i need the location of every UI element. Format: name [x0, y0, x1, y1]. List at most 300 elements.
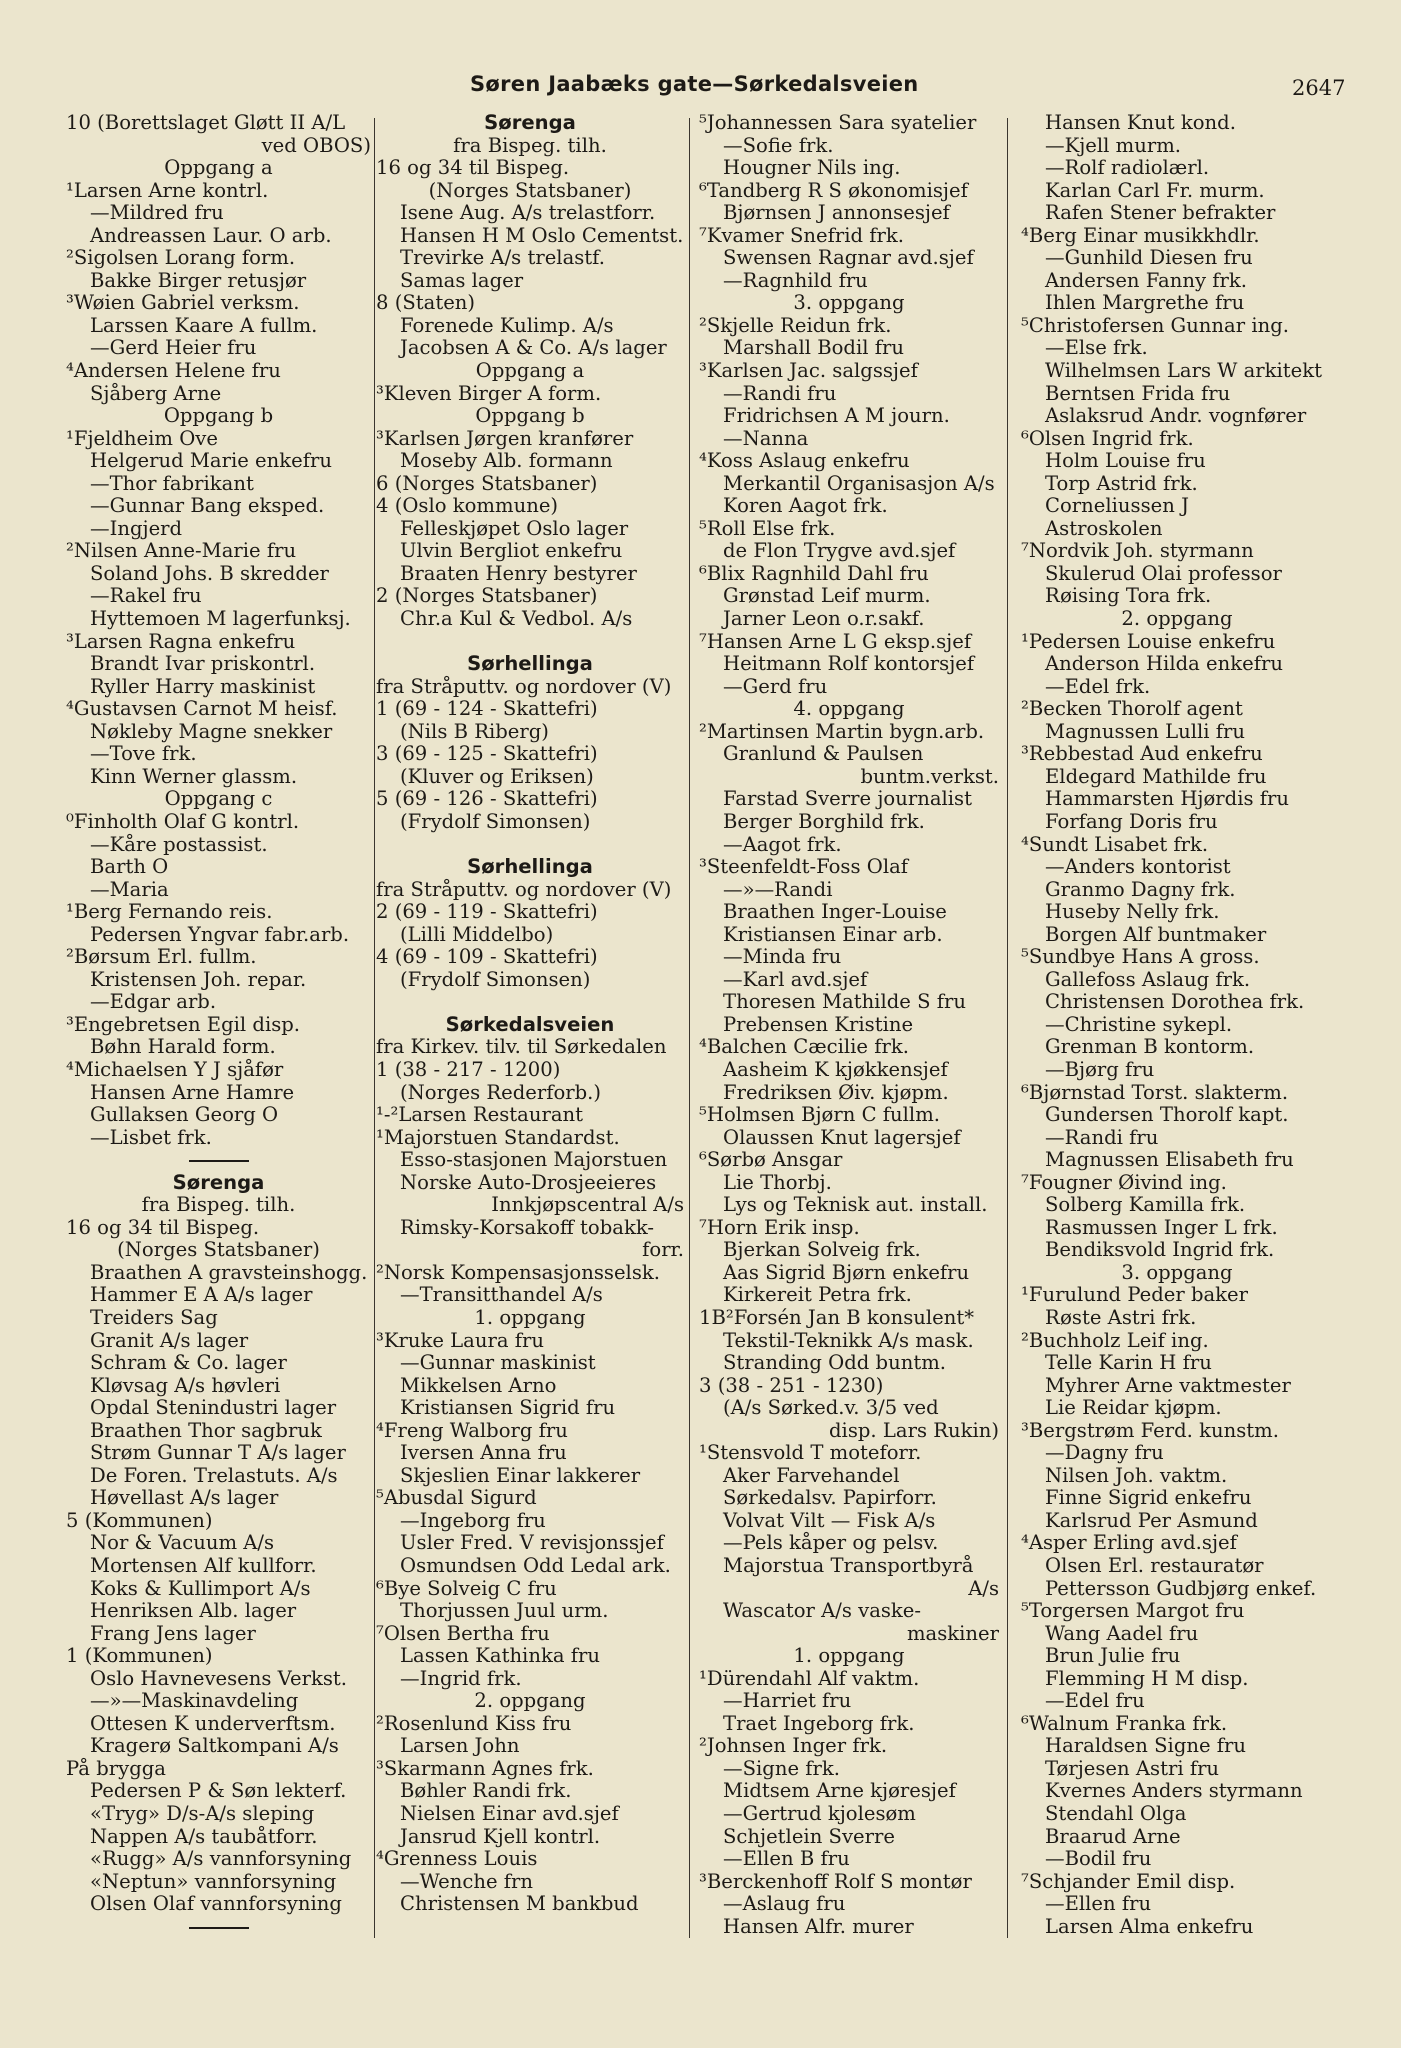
directory-line: Granlund & Paulsen	[723, 742, 924, 766]
directory-line: Myhrer Arne vaktmester	[1045, 1373, 1291, 1397]
directory-line: ³Kleven Birger A form.	[376, 381, 602, 405]
directory-line: ⁶Sørbø Ansgar	[699, 1148, 843, 1172]
directory-line: 2 (69 - 119 - Skattefri)	[376, 900, 598, 924]
directory-line: —Kjell murm.	[1045, 133, 1182, 157]
directory-line: (Frydolf Simonsen)	[400, 967, 591, 991]
directory-line: Stranding Odd buntm.	[723, 1351, 947, 1375]
directory-line: Bakke Birger retusjør	[90, 268, 307, 292]
directory-line: —Gerd Heier fru	[90, 336, 257, 360]
directory-line: Volvat Vilt — Fisk A/s	[723, 1508, 936, 1532]
directory-line: ³Karlsen Jac. salgssjef	[699, 359, 918, 383]
directory-line: Holm Louise fru	[1045, 449, 1206, 473]
directory-line: Andersen Fanny frk.	[1045, 268, 1247, 292]
column-1	[66, 112, 371, 1938]
directory-line: Felleskjøpet Oslo lager	[400, 516, 629, 540]
directory-line: Nielsen Einar avd.sjef	[400, 1802, 619, 1826]
directory-line: ⁶Blix Ragnhild Dahl fru	[699, 561, 929, 585]
street-heading: Sørhellinga	[467, 652, 593, 676]
directory-line: fra Stråputtv. og nordover (V)	[376, 877, 672, 901]
directory-line: buntm.verkst.	[860, 764, 999, 788]
directory-line: Karlan Carl Fr. murm.	[1045, 178, 1265, 202]
directory-line: fra Stråputtv. og nordover (V)	[376, 674, 672, 698]
directory-line: Astroskolen	[1045, 516, 1163, 540]
directory-line: Nilsen Joh. vaktm.	[1045, 1463, 1228, 1487]
directory-line: —Rakel fru	[90, 584, 202, 608]
directory-line: Rasmussen Inger L frk.	[1045, 1215, 1278, 1239]
directory-line: forr.	[642, 1238, 684, 1262]
directory-line: ⁴Michaelsen Y J sjåfør	[66, 1057, 284, 1081]
directory-line: ⁵Roll Else frk.	[699, 516, 836, 540]
directory-line: —Edel frk.	[1045, 674, 1151, 698]
directory-line: —Randi fru	[723, 381, 837, 405]
directory-line: Bjerkan Solveig frk.	[723, 1238, 921, 1262]
street-heading: Sørenga	[172, 1170, 265, 1194]
directory-line: Tørjesen Astri fru	[1045, 1756, 1220, 1780]
directory-line: ³Steenfeldt-Foss Olaf	[699, 855, 909, 879]
directory-line: Schram & Co. lager	[90, 1351, 287, 1375]
directory-line: —Signe frk.	[723, 1756, 840, 1780]
directory-line: —Gertrud kjolesøm	[723, 1802, 916, 1826]
directory-line: Helgerud Marie enkefru	[90, 449, 332, 473]
directory-line: Andreassen Laur. O arb.	[90, 223, 332, 247]
directory-line: Nappen A/s taubåtforr.	[90, 1824, 318, 1848]
directory-line: —Sofie frk.	[723, 133, 834, 157]
directory-line: Oppgang a	[164, 156, 273, 180]
directory-line: ³Larsen Ragna enkefru	[66, 629, 296, 653]
directory-line: ⁴Koss Aslaug enkefru	[699, 449, 910, 473]
directory-line: Prebensen Kristine	[723, 1012, 914, 1036]
directory-line: ⁶Bye Solveig C fru	[376, 1576, 557, 1600]
directory-line: Kristiansen Sigrid fru	[400, 1396, 616, 1420]
directory-line: Granmo Dagny frk.	[1045, 877, 1236, 901]
directory-line: Wang Aadel fru	[1045, 1621, 1199, 1645]
directory-line: Pedersen Yngvar fabr.arb.	[90, 922, 350, 946]
directory-line: 1 (38 - 217 - 1200)	[376, 1057, 561, 1081]
directory-line: (Kluver og Eriksen)	[400, 764, 594, 788]
directory-line: Norske Auto-Drosjeeieres	[400, 1170, 657, 1194]
directory-line: Sørkedalsv. Papirforr.	[723, 1486, 937, 1510]
directory-line: ²Rosenlund Kiss fru	[376, 1711, 572, 1735]
directory-line: (Norges Statsbaner)	[117, 1238, 320, 1262]
directory-line: ³Berckenhoff Rolf S montør	[699, 1869, 972, 1893]
directory-line: Olaussen Knut lagersjef	[723, 1125, 961, 1149]
directory-line: ved OBOS)	[261, 133, 371, 157]
directory-line: ⁴Freng Walborg fru	[376, 1418, 568, 1442]
directory-line: Hansen Knut kond.	[1045, 111, 1236, 134]
directory-line: —Aagot frk.	[723, 832, 842, 856]
directory-line: ⁷Fougner Øivind ing.	[1021, 1170, 1227, 1194]
directory-line: Strøm Gunnar T A/s lager	[90, 1441, 346, 1465]
directory-line: 1. oppgang	[793, 1644, 905, 1668]
directory-line: Oppgang a	[475, 359, 585, 383]
directory-line: Kristiansen Einar arb.	[723, 922, 943, 946]
directory-line: Hammer E A A/s lager	[90, 1283, 313, 1307]
directory-line: Aasheim K kjøkkensjef	[723, 1057, 948, 1081]
directory-line: ⁷Nordvik Joh. styrmann	[1021, 539, 1254, 563]
directory-line: —Aslaug fru	[723, 1892, 846, 1916]
directory-line: ⁴Asper Erling avd.sjef	[1021, 1531, 1237, 1555]
directory-line: —Ellen fru	[1045, 1892, 1152, 1916]
section-separator	[66, 1149, 371, 1172]
directory-line: Pettersson Gudbjørg enkef.	[1045, 1576, 1317, 1600]
directory-line: 16 og 34 til Bispeg.	[66, 1215, 260, 1239]
directory-line: Farstad Sverre journalist	[723, 787, 972, 811]
directory-line: ⁷Horn Erik insp.	[699, 1215, 860, 1239]
directory-line: ¹Furulund Peder baker	[1021, 1283, 1249, 1307]
directory-line: —Ingrid frk.	[400, 1666, 522, 1690]
directory-line: —Christine sykepl.	[1045, 1012, 1233, 1036]
directory-line: 3 (38 - 251 - 1230)	[699, 1373, 884, 1397]
directory-line: ²Becken Thorolf agent	[1021, 697, 1243, 721]
directory-line: Bjørnsen J annonsesjef	[723, 201, 950, 225]
directory-line: ²Johnsen Inger frk.	[699, 1734, 888, 1758]
directory-line: Corneliussen J	[1045, 494, 1189, 518]
directory-line: Ulvin Bergliot enkefru	[400, 539, 623, 563]
directory-line: —Transitthandel A/s	[400, 1283, 603, 1307]
directory-line: Aslaksrud Andr. vognfører	[1045, 404, 1307, 428]
directory-line: —Karl avd.sjef	[723, 967, 868, 991]
directory-line: 8 (Staten)	[376, 291, 476, 315]
directory-line: ¹Fjeldheim Ove	[66, 426, 218, 450]
directory-line: ²Børsum Erl. fullm.	[66, 945, 257, 969]
directory-line: Jansrud Kjell kontrl.	[400, 1824, 601, 1848]
directory-line: Soland Johs. B skredder	[90, 561, 329, 585]
directory-line: Midtsem Arne kjøresjef	[723, 1779, 956, 1803]
directory-line: Thorjussen Juul urm.	[400, 1599, 609, 1623]
directory-line: Kragerø Saltkompani A/s	[90, 1734, 339, 1758]
directory-line: Koren Aagot frk.	[723, 494, 888, 518]
directory-line: Kløvsag A/s høvleri	[90, 1373, 281, 1397]
directory-line: —Gerd fru	[723, 674, 828, 698]
directory-line: ⁴Berg Einar musikkhdlr.	[1021, 223, 1260, 247]
directory-line: Treiders Sag	[90, 1305, 218, 1329]
directory-line: Kvernes Anders styrmann	[1045, 1779, 1303, 1803]
directory-line: —Ellen B fru	[723, 1847, 850, 1871]
directory-line: Grønstad Leif murm.	[723, 584, 931, 608]
directory-line: Braathen Inger-Louise	[723, 900, 947, 924]
directory-line: Frang Jens lager	[90, 1621, 256, 1645]
directory-line: «Rugg» A/s vannforsyning	[90, 1847, 352, 1871]
directory-line: Merkantil Organisasjon A/s	[723, 471, 995, 495]
directory-line: ⁵Sundbye Hans A gross.	[1021, 945, 1260, 969]
directory-line: 10 (Borettslaget Gløtt II A/L	[66, 111, 346, 134]
directory-line: Sjåberg Arne	[90, 381, 222, 405]
directory-line: Lassen Kathinka fru	[400, 1644, 600, 1668]
directory-line: Hansen Arne Hamre	[90, 1080, 295, 1104]
directory-line: 4 (Oslo kommune)	[376, 494, 559, 518]
directory-line: «Tryg» D/s-A/s sleping	[90, 1802, 315, 1826]
directory-line: Fridrichsen A M journ.	[723, 404, 950, 428]
directory-line: ⁴Balchen Cæcilie frk.	[699, 1035, 909, 1059]
directory-line: Braathen A gravsteinshogg.	[90, 1260, 368, 1284]
directory-line: ⁷Olsen Bertha fru	[376, 1621, 550, 1645]
directory-line: Granit A/s lager	[90, 1328, 249, 1352]
directory-line: 6 (Norges Statsbaner)	[376, 471, 598, 495]
directory-line: Oppgang b	[163, 404, 274, 428]
directory-line: ¹Larsen Arne kontrl.	[66, 178, 269, 202]
directory-line: Moseby Alb. formann	[400, 449, 613, 473]
section-separator	[66, 1916, 371, 1939]
directory-line: ⁵Johannessen Sara syatelier	[699, 111, 977, 134]
directory-line: —Lisbet frk.	[90, 1125, 212, 1149]
directory-line: —Else frk.	[1045, 336, 1148, 360]
directory-line: Magnussen Elisabeth fru	[1045, 1148, 1294, 1172]
directory-line: —Bjørg fru	[1045, 1057, 1155, 1081]
directory-line: Hougner Nils ing.	[723, 156, 901, 180]
directory-line: Braaten Henry bestyrer	[400, 561, 637, 585]
directory-line: Henriksen Alb. lager	[90, 1599, 297, 1623]
directory-line	[376, 834, 684, 857]
directory-line: På brygga	[66, 1756, 166, 1780]
directory-line: Larssen Kaare A fullm.	[90, 313, 318, 337]
column-3	[699, 112, 999, 1938]
directory-line: Ottesen K underverftsm.	[90, 1711, 336, 1735]
directory-line: Usler Fred. V revisjonssjef	[400, 1531, 664, 1555]
column-rule	[374, 118, 375, 1938]
directory-line: —Edel fru	[1045, 1689, 1145, 1713]
directory-line: Heitmann Rolf kontorsjef	[723, 652, 975, 676]
street-heading: Sørkedalsveien	[445, 1012, 615, 1036]
directory-line: Berntsen Frida fru	[1045, 381, 1231, 405]
directory-line: Høvellast A/s lager	[90, 1486, 279, 1510]
directory-line: 5 (Kommunen)	[66, 1508, 213, 1532]
directory-line: —»—Randi	[723, 877, 833, 901]
directory-line: Nøkleby Magne snekker	[90, 719, 333, 743]
directory-line: 4. oppgang	[793, 697, 905, 721]
directory-line: Røste Astri frk.	[1045, 1305, 1197, 1329]
directory-line: Thoresen Mathilde S fru	[723, 990, 966, 1014]
street-heading: Sørhellinga	[467, 855, 593, 879]
directory-line: —Maria	[90, 877, 169, 901]
directory-line: Ryller Harry maskinist	[90, 674, 316, 698]
directory-line: ⁵Abusdal Sigurd	[376, 1486, 537, 1510]
directory-line: Hyttemoen M lagerfunksj.	[90, 607, 351, 631]
directory-line: Kinn Werner glassm.	[90, 764, 298, 788]
directory-line: ⁶Tandberg R S økonomisjef	[699, 178, 968, 202]
directory-line: ²Martinsen Martin bygn.arb.	[699, 719, 985, 743]
directory-line: —Dagny fru	[1045, 1441, 1164, 1465]
directory-line: Hansen H M Oslo Cementst.	[400, 223, 684, 247]
directory-line: —Nanna	[723, 426, 809, 450]
directory-line: Mikkelsen Arno	[400, 1373, 557, 1397]
directory-line: ¹Berg Fernando reis.	[66, 900, 273, 924]
directory-line: —Wenche frn	[400, 1869, 534, 1893]
directory-line: ²Nilsen Anne-Marie fru	[66, 539, 297, 563]
page-header	[0, 72, 1401, 102]
directory-line: Magnussen Lulli fru	[1045, 719, 1245, 743]
directory-line: Opdal Stenindustri lager	[90, 1396, 337, 1420]
directory-line: ⁶Walnum Franka frk.	[1021, 1711, 1228, 1735]
directory-line: ⁴Sundt Lisabet frk.	[1021, 832, 1209, 856]
directory-line: —Tove frk.	[90, 742, 197, 766]
directory-line: —Rolf radiolærl.	[1045, 156, 1210, 180]
directory-line: 3 (69 - 125 - Skattefri)	[376, 742, 598, 766]
directory-line: Olsen Olaf vannforsyning	[90, 1892, 342, 1916]
directory-line: ³Kruke Laura fru	[376, 1328, 545, 1352]
directory-line: ³Skarmann Agnes frk.	[376, 1756, 594, 1780]
directory-line: ⁵Torgersen Margot fru	[1021, 1599, 1245, 1623]
directory-line: Solberg Kamilla frk.	[1045, 1193, 1246, 1217]
directory-line: ⁷Schjander Emil disp.	[1021, 1869, 1236, 1893]
directory-line: ⁶Bjørnstad Torst. slakterm.	[1021, 1080, 1289, 1104]
directory-line: Haraldsen Signe fru	[1045, 1734, 1247, 1758]
directory-line: 4 (69 - 109 - Skattefri)	[376, 945, 598, 969]
directory-line: —Harriet fru	[723, 1689, 852, 1713]
directory-line	[376, 631, 684, 654]
directory-line: ⁴Grenness Louis	[376, 1847, 538, 1871]
directory-line: Torp Astrid frk.	[1045, 471, 1198, 495]
directory-line: Rafen Stener befrakter	[1045, 201, 1276, 225]
directory-line: 2. oppgang	[1121, 607, 1233, 631]
directory-line: ³Engebretsen Egil disp.	[66, 1012, 301, 1036]
directory-line: 5 (69 - 126 - Skattefri)	[376, 787, 598, 811]
directory-line: Pedersen P & Søn lekterf.	[90, 1779, 347, 1803]
column-4	[1021, 112, 1333, 1938]
directory-line: disp. Lars Rukin)	[829, 1418, 999, 1442]
directory-line: —Gunnar Bang eksped.	[90, 494, 325, 518]
directory-line: Tekstil-Teknikk A/s mask.	[723, 1328, 974, 1352]
directory-line: (Norges Statsbaner)	[428, 178, 632, 202]
directory-line: —Edgar arb.	[90, 990, 217, 1014]
directory-line: Lie Thorbj.	[723, 1170, 832, 1194]
directory-line: Borgen Alf buntmaker	[1045, 922, 1267, 946]
directory-line: Schjetlein Sverre	[723, 1824, 895, 1848]
directory-line: Rimsky-Korsakoff tobakk-	[400, 1215, 654, 1239]
directory-line: Wilhelmsen Lars W arkitekt	[1045, 359, 1323, 383]
directory-line: ¹Pedersen Louise enkefru	[1021, 629, 1276, 653]
directory-line: ⁴Andersen Helene fru	[66, 359, 281, 383]
directory-line: Esso-stasjonen Majorstuen	[400, 1148, 668, 1172]
directory-line: ¹Stensvold T moteforr.	[699, 1441, 922, 1465]
directory-line: Majorstua Transportbyrå	[723, 1554, 974, 1577]
directory-line: Kirkereit Petra frk.	[723, 1283, 912, 1307]
directory-line: Koks & Kullimport A/s	[90, 1576, 311, 1600]
directory-line: —Anders kontorist	[1045, 855, 1231, 879]
directory-line: ³Wøien Gabriel verksm.	[66, 291, 300, 315]
directory-line: Christensen Dorothea frk.	[1045, 990, 1305, 1014]
directory-line: Marshall Bodil fru	[723, 336, 904, 360]
directory-line: Oppgang c	[164, 787, 273, 811]
directory-line: Forenede Kulimp. A/s	[400, 313, 614, 337]
directory-line: Traet Ingeborg frk.	[723, 1711, 915, 1735]
directory-line: Gundersen Thorolf kapt.	[1045, 1103, 1289, 1127]
directory-line: ⁶Olsen Ingrid frk.	[1021, 426, 1194, 450]
directory-line: fra Kirkev. tilv. til Sørkedalen	[376, 1035, 667, 1059]
directory-line: Samas lager	[400, 268, 524, 292]
directory-line: Telle Karin H fru	[1045, 1351, 1212, 1375]
directory-line: —Mildred fru	[90, 201, 224, 225]
directory-line: ⁵Holmsen Bjørn C fullm.	[699, 1103, 940, 1127]
directory-line: ³Karlsen Jørgen kranfører	[376, 426, 634, 450]
directory-line: Gallefoss Aslaug frk.	[1045, 967, 1251, 991]
directory-line: fra Bispeg. tilh.	[141, 1193, 296, 1217]
directory-line: ⁵Christofersen Gunnar ing.	[1021, 313, 1289, 337]
directory-line: Braarud Arne	[1045, 1824, 1181, 1848]
directory-line: Innkjøpscentral A/s	[491, 1193, 684, 1217]
directory-line: Bøhler Randi frk.	[400, 1779, 572, 1803]
directory-line: «Neptun» vannforsyning	[90, 1869, 337, 1893]
directory-line: —Minda fru	[723, 945, 842, 969]
page-title: Søren Jaabæks gate—Sørkedalsveien	[470, 72, 919, 96]
directory-line: —Ingjerd	[90, 516, 183, 540]
directory-line: 1B²Forsén Jan B konsulent*	[699, 1305, 975, 1329]
directory-line: Braathen Thor sagbruk	[90, 1418, 322, 1442]
directory-line: A/s	[968, 1576, 999, 1600]
directory-line: 2 (Norges Statsbaner)	[376, 584, 598, 608]
directory-line: Isene Aug. A/s trelastforr.	[400, 201, 656, 225]
directory-line: —»—Maskinavdeling	[90, 1689, 299, 1713]
directory-line: Jarner Leon o.r.sakf.	[723, 607, 925, 631]
page-number: 2647	[1292, 76, 1346, 100]
directory-line: ⁷Kvamer Snefrid frk.	[699, 223, 905, 247]
directory-line: —Randi fru	[1045, 1125, 1159, 1149]
directory-line: —Ingeborg fru	[400, 1508, 546, 1532]
directory-line: Forfang Doris fru	[1045, 809, 1218, 833]
directory-line: ⁷Hansen Arne L G eksp.sjef	[699, 629, 972, 653]
directory-line: ²Sigolsen Lorang form.	[66, 246, 296, 270]
directory-line: Aker Farvehandel	[723, 1463, 900, 1487]
directory-line: De Foren. Trelastuts. A/s	[90, 1463, 338, 1487]
directory-line: 2. oppgang	[474, 1689, 586, 1713]
directory-line: Bøhn Harald form.	[90, 1035, 276, 1059]
directory-line: —Gunhild Diesen fru	[1045, 246, 1253, 270]
directory-line: Røising Tora frk.	[1045, 584, 1212, 608]
directory-line: ²Buchholz Leif ing.	[1021, 1328, 1209, 1352]
directory-line: Mortensen Alf kullforr.	[90, 1554, 317, 1577]
column-rule	[1007, 118, 1008, 1938]
directory-line: Finne Sigrid enkefru	[1045, 1486, 1252, 1510]
directory-line: Nor & Vacuum A/s	[90, 1531, 275, 1555]
directory-line: Ihlen Margrethe fru	[1045, 291, 1245, 315]
directory-line: 16 og 34 til Bispeg.	[376, 156, 570, 180]
directory-line: ⁴Gustavsen Carnot M heisf.	[66, 697, 338, 721]
directory-line: Chr.a Kul & Vedbol. A/s	[400, 607, 633, 631]
directory-line: ¹Dürendahl Alf vaktm.	[699, 1666, 920, 1690]
directory-line: Swensen Ragnar avd.sjef	[723, 246, 974, 270]
directory-line: ³Rebbestad Aud enkefru	[1021, 742, 1263, 766]
directory-line: 1 (Kommunen)	[66, 1644, 213, 1668]
directory-line: Skjeslien Einar lakkerer	[400, 1463, 641, 1487]
directory-line: (Nils B Riberg)	[400, 719, 549, 743]
directory-line: Brun Julie fru	[1045, 1644, 1181, 1668]
directory-line: ¹Majorstuen Standardst.	[376, 1125, 620, 1149]
directory-line: (Norges Rederforb.)	[400, 1080, 602, 1104]
directory-line: Stendahl Olga	[1045, 1802, 1187, 1826]
directory-line: ²Norsk Kompensasjonsselsk.	[376, 1260, 660, 1284]
column-2	[376, 112, 684, 1916]
directory-line: Kristensen Joh. repar.	[90, 967, 307, 991]
directory-line: 3. oppgang	[793, 291, 905, 315]
directory-line: —Ragnhild fru	[723, 268, 868, 292]
directory-line: —Gunnar maskinist	[400, 1351, 596, 1375]
directory-line: ¹-²Larsen Restaurant	[376, 1103, 584, 1127]
directory-line: Barth O	[90, 855, 169, 879]
directory-line: 1. oppgang	[474, 1305, 586, 1329]
directory-line: Aas Sigrid Bjørn enkefru	[723, 1260, 970, 1284]
directory-line: Grenman B kontorm.	[1045, 1035, 1255, 1059]
directory-line: —Pels kåper og pelsv.	[723, 1531, 939, 1555]
directory-line: Anderson Hilda enkefru	[1045, 652, 1283, 676]
directory-line: 3. oppgang	[1121, 1260, 1233, 1284]
directory-line: Christensen M bankbud	[400, 1892, 639, 1916]
directory-line: Jacobsen A & Co. A/s lager	[400, 336, 667, 360]
directory-line: Hansen Alfr. murer	[723, 1914, 914, 1938]
directory-line: Bendiksvold Ingrid frk.	[1045, 1238, 1275, 1262]
directory-line: (Frydolf Simonsen)	[400, 809, 591, 833]
directory-line: Trevirke A/s trelastf.	[400, 246, 605, 270]
directory-line: —Bodil fru	[1045, 1847, 1152, 1871]
directory-line: —Kåre postassist.	[90, 832, 268, 856]
